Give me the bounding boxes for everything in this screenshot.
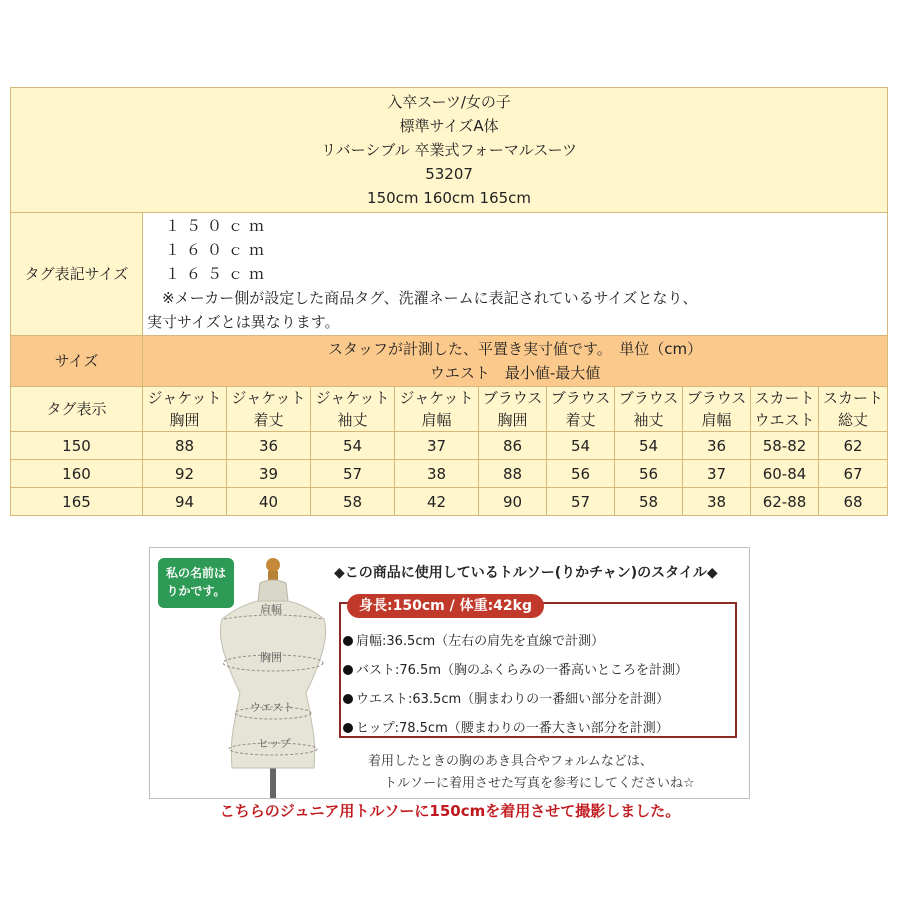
- table-row: [11, 460, 888, 488]
- table-cell: 67: [819, 460, 888, 488]
- table-cell: 56: [615, 460, 683, 488]
- column-header: ジャケット 胸囲: [143, 387, 227, 432]
- table-cell: 38: [395, 460, 479, 488]
- product-header: [11, 88, 888, 213]
- size-table: [10, 87, 888, 516]
- table-row: [11, 488, 888, 516]
- product-category: 入卒スーツ/女の子: [387, 93, 511, 111]
- photo-caption: こちらのジュニア用トルソーに150cmを着用させて撮影しました。: [219, 802, 681, 820]
- label-hip: ヒップ: [258, 737, 291, 750]
- torso-knob: [266, 558, 280, 572]
- tag-size-note-2: 実寸サイズとは異なります。: [147, 313, 340, 331]
- table-row: [11, 432, 888, 460]
- table-cell: 57: [547, 488, 615, 516]
- label-shoulder: 肩幅: [260, 603, 282, 616]
- torso-stand: [270, 768, 276, 798]
- size-label: サイズ: [11, 336, 143, 387]
- table-cell: 94: [143, 488, 227, 516]
- column-header: ブラウス 着丈: [547, 387, 615, 432]
- tag-size-label: タグ表記サイズ: [11, 213, 143, 336]
- fit-note-2: トルソーに着用させた写真を参考にしてくださいね☆: [384, 776, 695, 791]
- product-title: リバーシブル 卒業式フォーマルスーツ: [321, 141, 577, 159]
- size-note-line-1: スタッフが計測した、平置き実寸値です。 単位（cm）: [327, 340, 703, 358]
- torso-title: ◆この商品に使用しているトルソー(りかチャン)のスタイル◆: [334, 565, 718, 581]
- fit-note-1: 着用したときの胸のあき具合やフォルムなどは、: [368, 754, 653, 769]
- table-cell: 60-84: [751, 460, 819, 488]
- table-cell: 62: [819, 432, 888, 460]
- column-header: ジャケット 肩幅: [395, 387, 479, 432]
- tag-display-header: タグ表示: [11, 387, 143, 432]
- tag-size-note-1: ※メーカー側が設定した商品タグ、洗濯ネームに表記されているサイズとなり、: [147, 289, 698, 307]
- bubble-line-2: りかです。: [166, 584, 226, 598]
- tag-size-150: １５０ｃｍ: [165, 217, 271, 235]
- column-header: ジャケット 袖丈: [311, 387, 395, 432]
- size-note: [143, 336, 888, 387]
- column-header: スカート 総丈: [819, 387, 888, 432]
- product-sizes: 150cm 160cm 165cm: [367, 189, 532, 207]
- torso-neck: [258, 580, 288, 604]
- table-cell: 90: [479, 488, 547, 516]
- column-header: ブラウス 肩幅: [683, 387, 751, 432]
- bubble-line-1: 私の名前は: [165, 566, 226, 580]
- tag-size-160: １６０ｃｍ: [165, 241, 271, 259]
- table-cell: 54: [547, 432, 615, 460]
- table-cell: 58-82: [751, 432, 819, 460]
- table-cell: 37: [683, 460, 751, 488]
- table-cell: 54: [311, 432, 395, 460]
- table-cell: 36: [227, 432, 311, 460]
- measurement-shoulder: 肩幅:36.5cm（左右の肩先を直線で計測）: [343, 630, 604, 649]
- row-tag: 160: [11, 460, 143, 488]
- product-number: 53207: [425, 165, 473, 183]
- table-cell: 58: [615, 488, 683, 516]
- column-header: ブラウス 袖丈: [615, 387, 683, 432]
- table-cell: 88: [479, 460, 547, 488]
- table-cell: 68: [819, 488, 888, 516]
- product-body-type: 標準サイズA体: [399, 117, 499, 135]
- table-cell: 86: [479, 432, 547, 460]
- measurement-bust: バスト:76.5m（胸のふくらみの一番高いところを計測）: [343, 659, 688, 678]
- size-note-line-2: ウエスト 最小値-最大値: [429, 364, 601, 382]
- height-weight-badge: 身長:150cm / 体重:42kg: [347, 594, 544, 618]
- label-waist: ウエスト: [250, 701, 294, 714]
- column-header: スカート ウエスト: [751, 387, 819, 432]
- table-cell: 92: [143, 460, 227, 488]
- tag-size-info: [143, 213, 888, 336]
- column-header: ジャケット 着丈: [227, 387, 311, 432]
- table-cell: 56: [547, 460, 615, 488]
- table-cell: 38: [683, 488, 751, 516]
- table-cell: 58: [311, 488, 395, 516]
- measurement-waist: ウエスト:63.5cm（胴まわりの一番細い部分を計測）: [343, 688, 669, 707]
- table-cell: 40: [227, 488, 311, 516]
- table-cell: 54: [615, 432, 683, 460]
- row-tag: 150: [11, 432, 143, 460]
- measurement-hip: ヒップ:78.5cm（腰まわりの一番大きい部分を計測）: [343, 717, 669, 736]
- tag-size-165: １６５ｃｍ: [165, 265, 271, 283]
- table-cell: 88: [143, 432, 227, 460]
- torso-panel: [149, 547, 750, 799]
- table-cell: 36: [683, 432, 751, 460]
- table-cell: 57: [311, 460, 395, 488]
- table-cell: 42: [395, 488, 479, 516]
- name-bubble: [158, 558, 234, 608]
- table-cell: 37: [395, 432, 479, 460]
- table-cell: 62-88: [751, 488, 819, 516]
- label-chest: 胸囲: [260, 651, 282, 664]
- column-header: ブラウス 胸囲: [479, 387, 547, 432]
- table-cell: 39: [227, 460, 311, 488]
- row-tag: 165: [11, 488, 143, 516]
